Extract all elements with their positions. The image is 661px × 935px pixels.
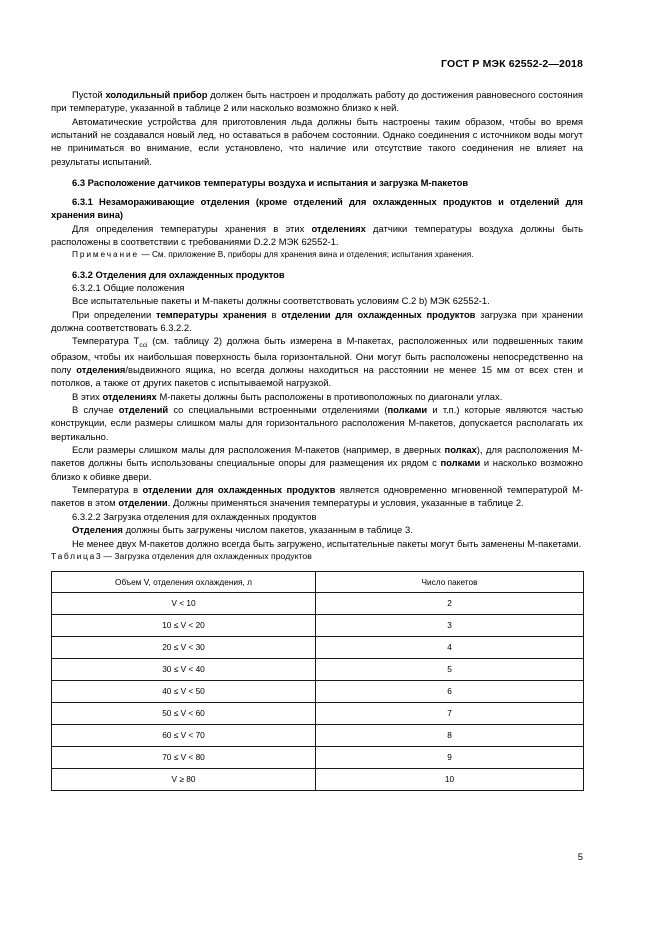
paragraph-ice-makers: Автоматические устройства для приготовления льда должны быть настроены таким образом, чтобы во время испытаний не создавался новый лед, но оставаться в рабочем состоянии. Однако соединения с источником воды могут не приниматься во внимание, если установлено, что наличие или отсутствие такого соединения не влияет на результаты испытаний. [51, 115, 583, 167]
cell-volume: 60 ≤ V < 70 [52, 724, 316, 746]
paragraph-storage-temp-determination [51, 308, 583, 335]
column-header-packets: Число пакетов [316, 571, 584, 592]
heading-6-3-2-1: 6.3.2.1 Общие положения [72, 281, 185, 293]
note-text: — См. приложение В, приборы для хранения вина и отделения; испытания хранения. [139, 249, 474, 260]
paragraph-test-packages-conditions: Все испытательные пакеты и М-пакеты должны соответствовать условиям C.2 b) МЭК 62552-1. [72, 295, 490, 307]
cell-volume: 10 ≤ V < 20 [52, 614, 316, 636]
p8-text-1: В случае [72, 404, 119, 416]
p8-text-2: со специальными встроенными отделениями ( [168, 404, 388, 416]
p1-text-before: Пустой [72, 89, 106, 100]
p6-text-3: /выдвижного ящика, но всегда должны находиться на расстоянии не менее 15 мм от всех стен и потолков, а также от других пакетов с испытываемой нагрузкой. [51, 364, 583, 389]
p5-bold-1: температуры хранения [155, 308, 267, 320]
page-header [51, 58, 583, 70]
table-row [52, 658, 584, 680]
note-label: Примечание [72, 249, 140, 260]
paragraph-tcci-measurement [51, 334, 583, 389]
standard-title: ГОСТ Р МЭК 62552-2—2018 [441, 58, 583, 70]
p10-text-2: является одновременно мгновенной температурой М-пакетов в этом [51, 484, 584, 509]
table-row [52, 592, 584, 614]
tcci-subscript: cci [139, 341, 148, 349]
cell-volume: 70 ≤ V < 80 [52, 746, 316, 768]
table-row [52, 680, 584, 702]
p5-bold-2: отделении для охлажденных продуктов [281, 308, 476, 320]
table-caption-text: — Загрузка отделения для охлажденных продуктов [100, 550, 312, 561]
p9-bold-1: полках [444, 444, 477, 456]
cell-packets: 6 [316, 680, 584, 702]
paragraph-built-in-compartments [51, 403, 583, 443]
p10-bold-2: отделении [118, 497, 168, 509]
p10-text-1: Температура в [72, 484, 143, 496]
p9-text-2: ), для расположения М-пакетов должны быть использованы специальные опоры для размещения их рядом с [51, 444, 583, 469]
p11-text: должны быть загружены числом пакетов, указанным в таблице 3. [122, 524, 413, 536]
table-caption-number: 3 [95, 550, 101, 561]
p3-text-after: датчики температуры воздуха должны быть расположены в соответствии с требованиями D.2.2 МЭК 62552-1. [51, 222, 584, 247]
paragraph-storage-temp-sensors [51, 222, 583, 249]
table-row [52, 636, 584, 658]
p7-text-1: В этих [72, 390, 103, 402]
cell-volume: 50 ≤ V < 60 [52, 702, 316, 724]
table-row [52, 746, 584, 768]
p9-text-1: Если размеры слишком малы для расположения М-пакетов (например, в дверных [72, 444, 445, 456]
table-caption-label: Таблица [51, 550, 96, 561]
table-header-row [52, 571, 584, 592]
p6-text-1: Температура T [72, 335, 140, 347]
paragraph-door-shelves [51, 443, 583, 483]
heading-6-3-2: 6.3.2 Отделения для охлажденных продуктов [72, 268, 285, 280]
cell-volume: 20 ≤ V < 30 [52, 636, 316, 658]
p6-bold-term: отделения [76, 364, 126, 376]
document-body [51, 88, 583, 791]
paragraph-instantaneous-temperature [51, 483, 583, 510]
cell-volume: V < 10 [52, 592, 316, 614]
p3-bold-term: отделениях [311, 222, 366, 234]
column-header-volume: Объем V, отделения охлаждения, л [52, 571, 316, 592]
table-row [52, 768, 584, 790]
p5-text-2: в [266, 308, 282, 320]
table-row [52, 702, 584, 724]
heading-6-3-2-2: 6.3.2.2 Загрузка отделения для охлажденных продуктов [72, 510, 317, 522]
p1-text-after: должен быть настроен и продолжать работу до достижения равновесного состояния при температуре, указанной в таблице 2 или насколько возможно близко к ней. [51, 89, 584, 114]
p10-text-3: . Должны применяться значения температуры и условия, указанные в таблице 2. [167, 497, 524, 509]
table-row [52, 614, 584, 636]
paragraph-empty-appliance [51, 88, 583, 115]
cell-volume: V ≥ 80 [52, 768, 316, 790]
p10-bold-1: отделении для охлажденных продуктов [142, 484, 336, 496]
cell-packets: 2 [316, 592, 584, 614]
cell-volume: 40 ≤ V < 50 [52, 680, 316, 702]
table-3-caption [51, 550, 583, 562]
cell-packets: 10 [316, 768, 584, 790]
p8-bold-2: полками [387, 404, 428, 416]
cell-packets: 8 [316, 724, 584, 746]
heading-6-3-1: 6.3.1 Незамораживающие отделения (кроме отделений для охлажденных продуктов и отделений для хранения вина) [51, 195, 583, 221]
cell-packets: 3 [316, 614, 584, 636]
p7-bold-term: отделениях [102, 390, 157, 402]
p9-bold-2: полками [440, 457, 481, 469]
cell-volume: 30 ≤ V < 40 [52, 658, 316, 680]
cell-packets: 4 [316, 636, 584, 658]
cell-packets: 5 [316, 658, 584, 680]
paragraph-diagonal-corners [51, 390, 583, 403]
table-row [52, 724, 584, 746]
p3-text-before: Для определения температуры хранения в этих [72, 222, 312, 234]
p5-text-3: загрузка при хранении должна соответствовать 6.3.2.2. [51, 308, 583, 333]
cell-packets: 7 [316, 702, 584, 724]
table-head [52, 571, 584, 592]
p5-text-1: При определении [72, 308, 156, 320]
table-body [52, 592, 584, 790]
p7-text-2: М-пакеты должны быть расположены в противоположных по диагонали углах. [156, 390, 503, 402]
p8-bold-1: отделений [118, 404, 169, 416]
p8-text-3: и т.п.) которые являются частью конструкции, если размеры слишком малы для горизонтального расположения М-пакетов, допускается располагать их вертикально. [51, 404, 583, 442]
table-3-loading [51, 571, 584, 791]
p11-bold-term: Отделения [72, 524, 123, 536]
p9-text-3: и насколько возможно близко к обивке двери. [51, 457, 583, 482]
paragraph-minimum-two-packages: Не менее двух М-пакетов должно всегда быть загружено, испытательные пакеты могут быть заменены М-пакетами. [72, 537, 582, 549]
paragraph-compartment-loading [51, 523, 583, 536]
note-wine-storage [51, 248, 583, 261]
page-number: 5 [577, 851, 583, 862]
cell-packets: 9 [316, 746, 584, 768]
p6-text-2: (см. таблицу 2) должна быть измерена в М-пакетах, расположенных или подвешенных таким образом, чтобы их наибольшая поверхность была горизонтальной. Они могут быть расположены непосредственно на полу [51, 335, 583, 376]
p1-bold-term: холодильный прибор [105, 89, 208, 100]
heading-6-3: 6.3 Расположение датчиков температуры воздуха и испытания и загрузка М-пакетов [72, 176, 469, 188]
